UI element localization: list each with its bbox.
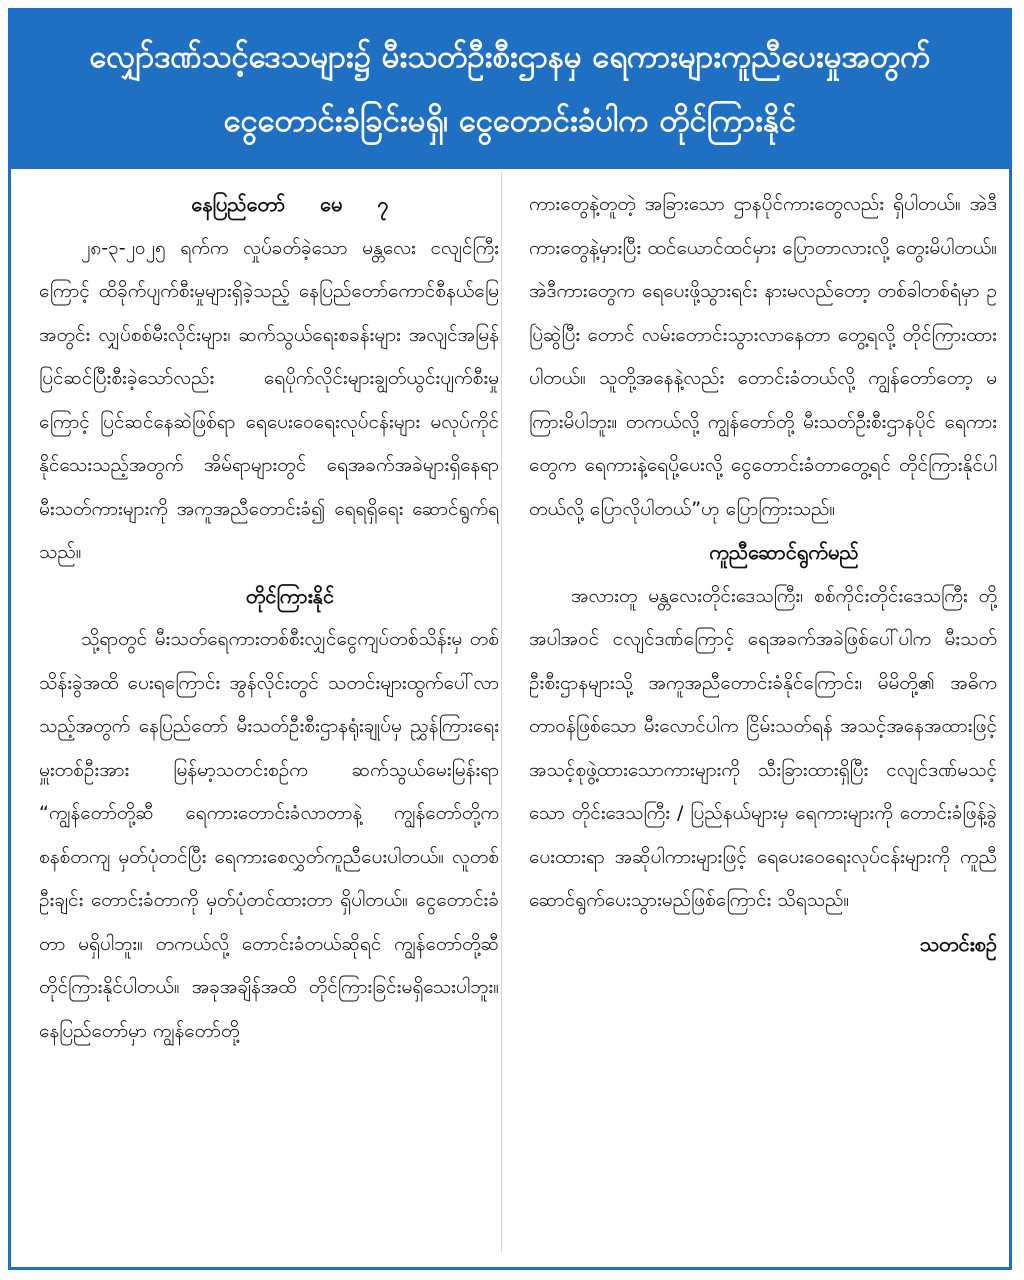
paragraph: သို့ရာတွင် မီးသတ်ရေကားတစ်စီးလျှင်ငွေကျပ်တစ်သိန်းမှ တစ်သိန်းခွဲအထိ ပေးရကြောင်း အွန်လိုင်းတွင် သတင်းများထွက်ပေါ်လာသည့်အတွက် နေပြည်တော် မီးသတ်ဦးစီးဌာနရုံးချုပ်မှ ညွှန်ကြားရေးမှူးတစ်ဦးအား မြန်မာ့သတင်းစဉ်က ဆက်သွယ်မေးမြန်းရာ “ကျွန်တော်တို့ဆီ ရေကားတောင်းခံလာတာနဲ့ ကျွန်တော်တို့က စနစ်တကျ မှတ်ပုံတင်ပြီး ရေကားစေလွှတ်ကူညီပေးပါတယ်။ လူတစ်ဦးချင်း တောင်းခံတာကို မှတ်ပုံတင်ထားတာ ရှိပါတယ်။ ငွေတောင်းခံတာ မရှိပါဘူး။ တကယ်လို့ တောင်းခံတယ်ဆိုရင် ကျွန်တော်တို့ဆီ တိုင်ကြားနိုင်ပါတယ်။ အခုအချိန်အထိ တိုင်ကြားခြင်းမရှိသေးပါဘူး။ နေပြည်တော်မှာ ကျွန်တော်တို့	[39, 628, 499, 1042]
byline: သတင်းစဉ်	[919, 931, 997, 956]
paragraph: ၂၈-၃-၂၀၂၅ ရက်က လှုပ်ခတ်ခဲ့သော မန္တလေး ငလျင်ကြီးကြောင့် ထိခိုက်ပျက်စီးမှုများရှိခဲ့သည့် နေပြည်တော်ကောင်စီနယ်မြေအတွင်း လျှပ်စစ်မီးလိုင်းများ၊ ဆက်သွယ်ရေးစခန်းများ အလျင်အမြန်ပြင်ဆင်ပြီးစီးခဲ့သော်လည်း ရေပိုက်လိုင်းများချွတ်ယွင်းပျက်စီးမှုကြောင့် ပြင်ဆင်နေဆဲဖြစ်ရာ ရေပေးဝေရေးလုပ်ငန်းများ မလုပ်ကိုင်နိုင်သေးသည့်အတွက် အိမ်ရာများတွင် ရေအခက်အခဲများရှိနေရာ မီးသတ်ကားများကို အကူအညီတောင်းခံ၍ ရေရရှိရေး ဆောင်ရွက်ရသည်။	[39, 236, 499, 563]
article-frame	[8, 8, 1012, 1270]
dateline: နေပြည်တော် မေ ၇	[191, 192, 389, 216]
subheading-assistance: ကူညီဆောင်ရွက်မည်	[709, 540, 859, 564]
right-column	[529, 183, 997, 1259]
column-divider	[501, 172, 502, 1252]
article-body	[11, 169, 1009, 1267]
headline-line-1: လျှော်ဒဏ်သင့်ဒေသများ၌ မီးသတ်ဦးစီးဌာနမှ ရေကားများကူညီပေးမှုအတွက်	[89, 39, 931, 75]
headline-banner	[11, 11, 1009, 169]
subheading-complaint: တိုင်ကြားနိုင်	[245, 583, 335, 608]
paragraph: အလားတူ မန္တလေးတိုင်းဒေသကြီး၊ စစ်ကိုင်းတိုင်းဒေသကြီး တို့အပါအဝင် ငလျင်ဒဏ်ကြောင့် ရေအခက်အခဲဖြစ်ပေါ်ပါက မီးသတ်ဦးစီးဌာနများသို့ အကူအညီတောင်းခံနိုင်ကြောင်း၊ မိမိတို့၏ အဓိကတာဝန်ဖြစ်သော မီးလောင်ပါက ငြိမ်းသတ်ရန် အသင့်အနေအထားဖြင့် အသင့်စုဖွဲ့ထားသောကားများကို သီးခြားထားရှိပြီး ငလျင်ဒဏ်မသင့်သော တိုင်းဒေသကြီး / ပြည်နယ်များမှ ရေကားများကို တောင်းခံဖြန့်ခွဲပေးထားရာ အဆိုပါကားများဖြင့် ရေပေးဝေရေးလုပ်ငန်းများကို ကူညီဆောင်ရွက်ပေးသွားမည်ဖြစ်ကြောင်း သိရသည်။	[529, 584, 997, 911]
paragraph: ကားတွေနဲ့တူတဲ့ အခြားသော ဌာနပိုင်ကားတွေလည်း ရှိပါတယ်။ အဲဒီကားတွေနဲ့မှားပြီး ထင်ယောင်ထင်မှား ပြောတာလားလို့ တွေးမိပါတယ်။ အဲဒီကားတွေက ရေပေးဖို့သွားရင်း နားမလည်တော့ တစ်ခါတစ်ရံမှာ ဥပြဲဆွဲပြီး တောင် လမ်းတောင်းသွားလာနေတာ တွေ့ရလို့ တိုင်ကြားထားပါတယ်။ သူတို့အနေနဲ့လည်း တောင်းခံတယ်လို့ ကျွန်တော်တော့ မကြားမိပါဘူး။ တကယ်လို့ ကျွန်တော်တို့ မီးသတ်ဦးစီးဌာနပိုင် ရေကားတွေက ရေကားနဲ့ရေပို့ပေးလို့ ငွေတောင်းခံတာတွေ့ရင် တိုင်ကြားနိုင်ပါတယ်လို့ ပြောလိုပါတယ်”ဟု ပြောကြားသည်။	[529, 193, 997, 520]
left-column	[39, 183, 499, 1259]
headline-line-2: ငွေတောင်းခံခြင်းမရှိ၊ ငွေတောင်းခံပါက တိုင်ကြားနိုင်	[223, 103, 797, 139]
